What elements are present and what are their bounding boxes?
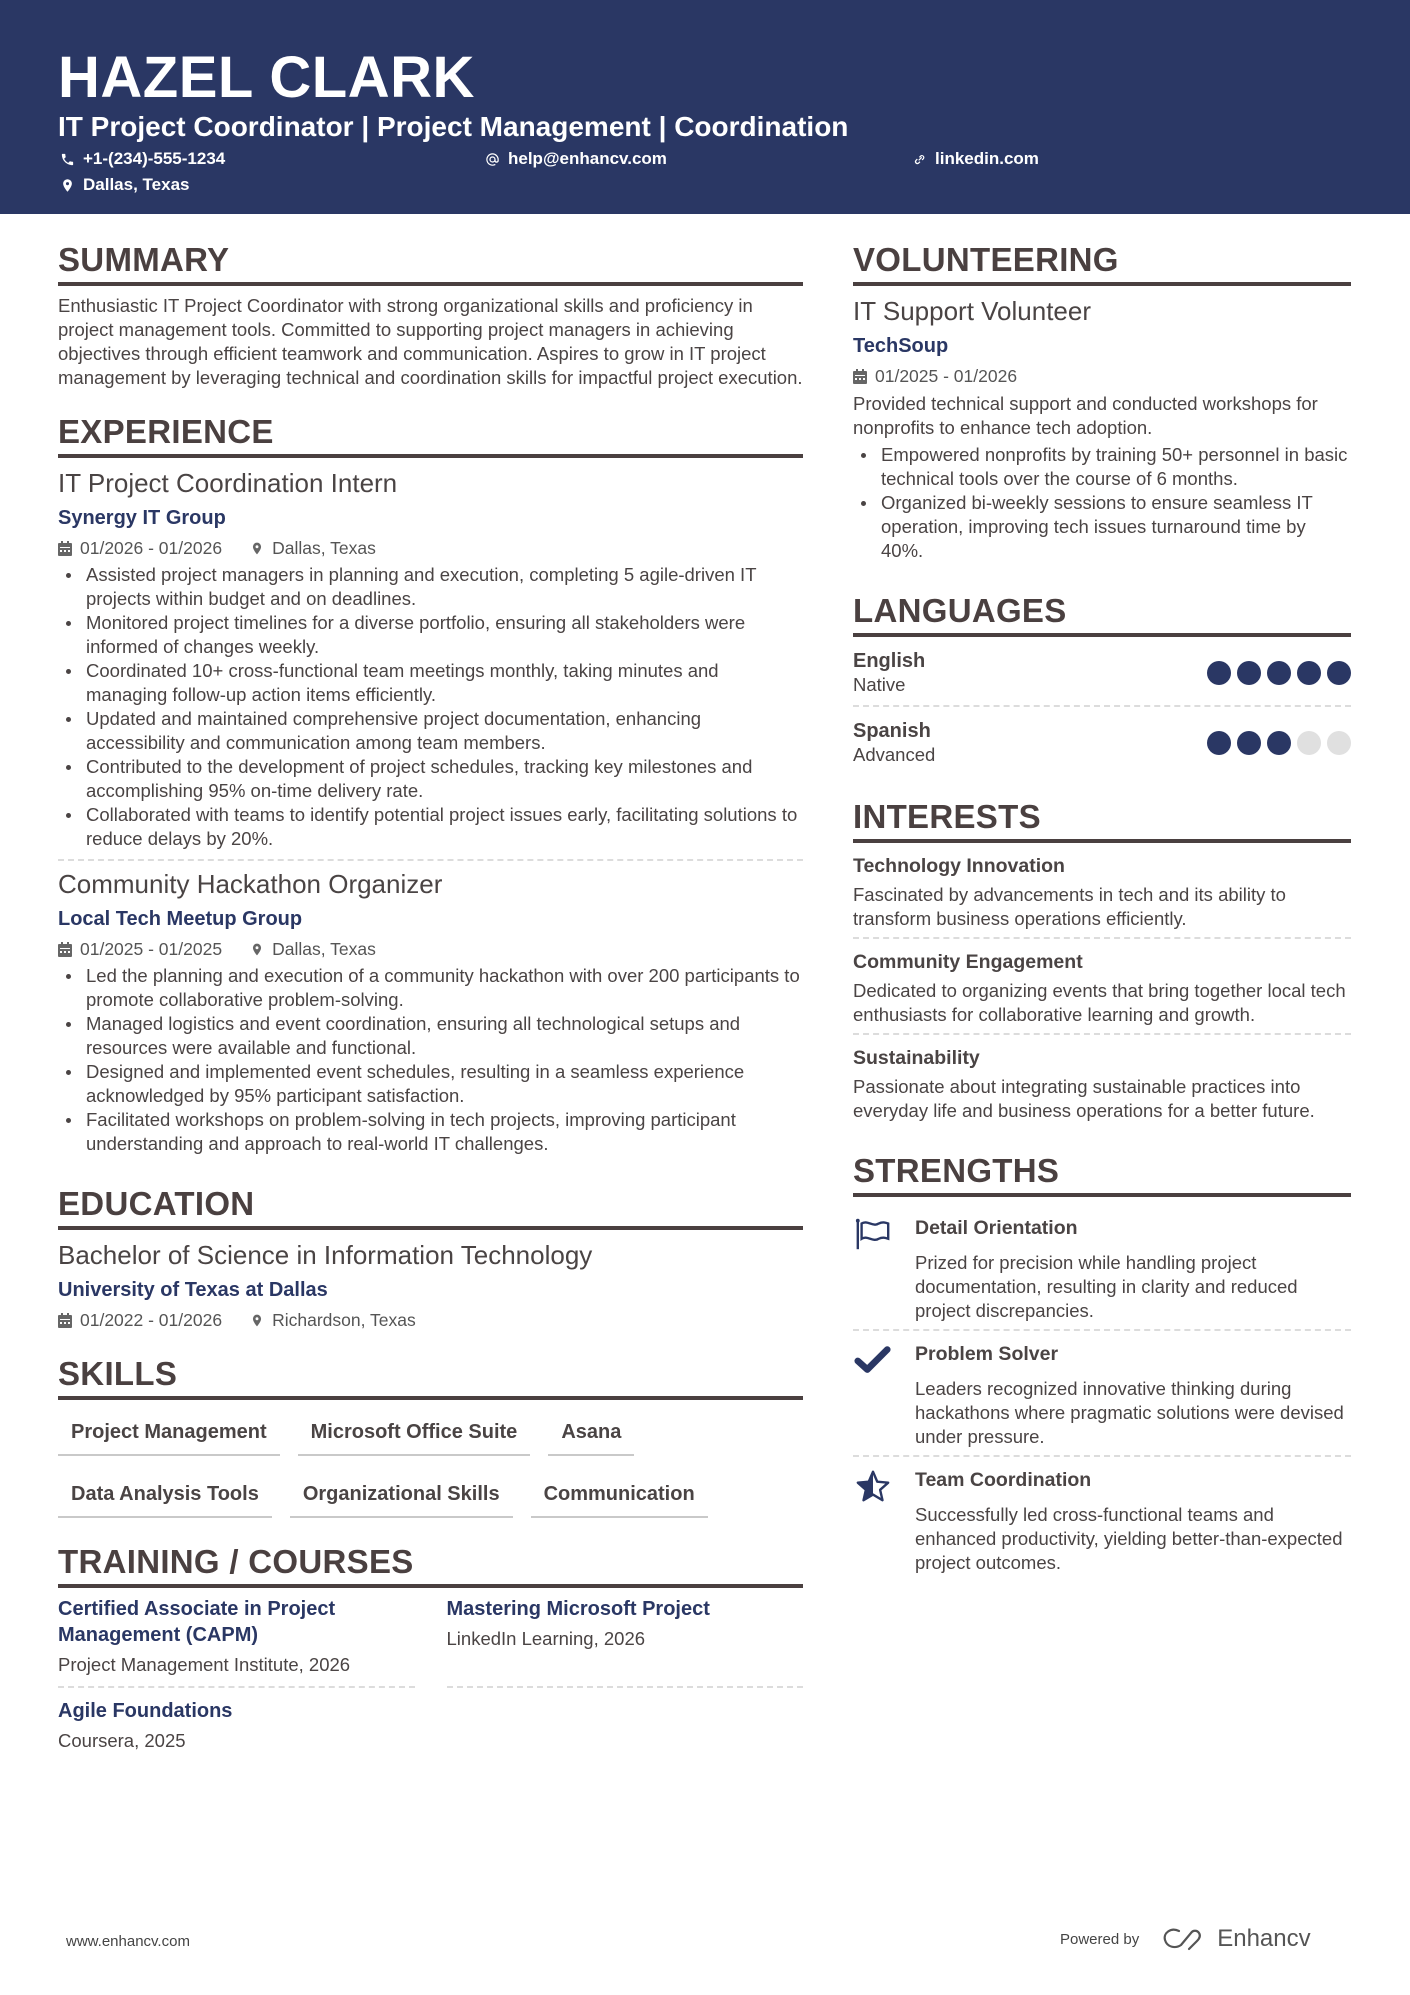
training-item [58, 1698, 415, 1762]
strength-title: Detail Orientation [915, 1217, 1078, 1239]
section-heading: SUMMARY [58, 240, 803, 286]
skill-tag: Organizational Skills [290, 1480, 513, 1518]
calendar-icon [853, 369, 867, 384]
skills-row [58, 1480, 803, 1518]
course-provider: Project Management Institute, 2026 [58, 1654, 351, 1675]
interest-desc: Dedicated to organizing events that bring together local tech enthusiasts for collaborative learning and growth. [853, 980, 1346, 1025]
resume-header [0, 0, 1410, 214]
strength-item [853, 1457, 1351, 1581]
star-icon [854, 1469, 892, 1503]
experience-item [58, 466, 803, 851]
skills-row [58, 1418, 803, 1456]
section-heading: INTERESTS [853, 797, 1351, 843]
dot-filled [1267, 731, 1291, 755]
strength-desc: Successfully led cross-functional teams and enhanced productivity, yielding better-than-expected project outcomes. [915, 1504, 1343, 1573]
skill-tag: Microsoft Office Suite [298, 1418, 531, 1456]
section-heading: SKILLS [58, 1354, 803, 1400]
job-dates: 01/2025 - 01/2025 [80, 939, 223, 959]
skills-section [58, 1354, 803, 1518]
dot-filled [1327, 661, 1351, 685]
course-provider: Coursera, 2025 [58, 1730, 186, 1751]
interest-item [853, 1043, 1351, 1129]
dot-filled [1237, 661, 1261, 685]
degree: Bachelor of Science in Information Technology [58, 1240, 593, 1270]
skill-tag: Communication [531, 1480, 708, 1518]
email-text[interactable]: help@enhancv.com [508, 149, 667, 168]
contact-location [60, 175, 189, 195]
course-name: Mastering Microsoft Project [446, 1598, 710, 1620]
job-role: Community Hackathon Organizer [58, 869, 443, 899]
training-section [58, 1542, 803, 1772]
strengths-section [853, 1151, 1351, 1581]
volunteering-section [853, 240, 1351, 563]
powered-by-text: Powered by [1060, 1930, 1140, 1948]
bullet-item: Facilitated workshops on problem-solving in tech projects, improving participant understanding and approach to real-world IT challenges. [58, 1108, 803, 1156]
checkmark-icon [854, 1343, 892, 1377]
calendar-icon [58, 942, 72, 957]
section-heading: EDUCATION [58, 1184, 803, 1230]
strength-desc: Leaders recognized innovative thinking during hackathons where pragmatic solutions were devised under pressure. [915, 1378, 1344, 1447]
interest-desc: Passionate about integrating sustainable practices into everyday life and business operations for a better future. [853, 1076, 1315, 1121]
section-heading: TRAINING / COURSES [58, 1542, 803, 1588]
proficiency-dots [1207, 731, 1351, 755]
contact-email[interactable] [485, 149, 667, 169]
dot-filled [1207, 731, 1231, 755]
job-meta [58, 937, 803, 961]
skill-tag: Project Management [58, 1418, 280, 1456]
experience-section [58, 412, 803, 1156]
bullet-item: Led the planning and execution of a community hackathon with over 200 participants to promote collaborative problem-solving. [58, 964, 803, 1012]
candidate-name: HAZEL CLARK [58, 45, 475, 110]
course-provider: LinkedIn Learning, 2026 [446, 1628, 646, 1649]
course-name: Certified Associate in Project Management (CAPM) [58, 1598, 336, 1646]
language-level: Native [853, 674, 906, 695]
interest-title: Technology Innovation [853, 855, 1065, 877]
training-item [447, 1596, 804, 1688]
interest-title: Community Engagement [853, 951, 1083, 973]
language-name: English [853, 650, 926, 672]
skill-tag: Asana [548, 1418, 634, 1456]
bullet-item: Updated and maintained comprehensive project documentation, enhancing accessibility and communication among team members. [58, 707, 803, 755]
dot-filled [1237, 731, 1261, 755]
job-location: Dallas, Texas [272, 538, 376, 558]
phone-text: +1-(234)-555-1234 [83, 149, 226, 168]
location-text: Dallas, Texas [83, 175, 190, 194]
school-name: University of Texas at Dallas [58, 1279, 328, 1301]
interests-section [853, 797, 1351, 1129]
job-dates: 01/2026 - 01/2026 [80, 538, 223, 558]
contact-phone [60, 149, 225, 169]
summary-section [58, 240, 803, 390]
education-dates: 01/2022 - 01/2026 [80, 1310, 223, 1330]
interest-desc: Fascinated by advancements in tech and its ability to transform business operations efficiently. [853, 884, 1286, 929]
language-name: Spanish [853, 720, 931, 742]
section-heading: EXPERIENCE [58, 412, 803, 458]
training-grid [58, 1596, 803, 1772]
location-pin-icon [250, 1313, 264, 1328]
volunteer-meta [853, 364, 1351, 388]
link-icon [912, 152, 927, 167]
volunteer-bullets [853, 443, 1351, 563]
dot-filled [1297, 661, 1321, 685]
interest-title: Sustainability [853, 1047, 980, 1069]
experience-item [58, 867, 803, 1156]
language-item [853, 645, 1351, 707]
languages-section [853, 591, 1351, 775]
strength-item [853, 1331, 1351, 1457]
left-column [58, 240, 803, 1794]
candidate-title: IT Project Coordinator | Project Management | Coordination [58, 111, 849, 142]
bullet-item: Coordinated 10+ cross-functional team meetings monthly, taking minutes and managing follow-up action items efficiently. [58, 659, 803, 707]
footer-branding [1060, 1925, 1311, 1953]
education-meta [58, 1308, 803, 1332]
skill-tag: Data Analysis Tools [58, 1480, 272, 1518]
strength-title: Problem Solver [915, 1343, 1059, 1365]
contact-linkedin[interactable] [912, 149, 1039, 169]
job-bullets [58, 964, 803, 1156]
interest-item [853, 851, 1351, 939]
section-heading: STRENGTHS [853, 1151, 1351, 1197]
volunteer-dates: 01/2025 - 01/2026 [875, 366, 1018, 386]
volunteer-description: Provided technical support and conducted workshops for nonprofits to enhance tech adoption. [853, 393, 1318, 438]
at-icon [485, 152, 500, 167]
footer-website[interactable]: www.enhancv.com [66, 1933, 190, 1950]
bullet-item: Designed and implemented event schedules, resulting in a seamless experience acknowledged by 95% participant satisfaction. [58, 1060, 803, 1108]
linkedin-text[interactable]: linkedin.com [935, 149, 1039, 168]
enhancv-logo-icon [1161, 1925, 1209, 1953]
section-heading: VOLUNTEERING [853, 240, 1351, 286]
bullet-item: Contributed to the development of project schedules, tracking key milestones and accomplishing 95% on-time delivery rate. [58, 755, 803, 803]
company-name: Local Tech Meetup Group [58, 908, 303, 930]
education-location: Richardson, Texas [272, 1310, 416, 1330]
company-name: Synergy IT Group [58, 507, 226, 529]
strength-item [853, 1205, 1351, 1331]
dot-empty [1297, 731, 1321, 755]
job-bullets [58, 563, 803, 851]
dot-filled [1207, 661, 1231, 685]
right-column [853, 240, 1351, 1603]
phone-icon [60, 152, 75, 167]
summary-text: Enthusiastic IT Project Coordinator with strong organizational skills and proficiency in project management tools. Committed to supporting project managers in achieving objectives through efficient teamwork and communication. Aspires to grow in IT project management by leveraging technical and coordination skills for impactful project execution. [58, 295, 803, 388]
proficiency-dots [1207, 661, 1351, 685]
flag-icon [854, 1217, 892, 1251]
dot-filled [1267, 661, 1291, 685]
calendar-icon [58, 541, 72, 556]
job-location: Dallas, Texas [272, 939, 376, 959]
bullet-item: Organized bi-weekly sessions to ensure seamless IT operation, improving tech issues turnaround time by 40%. [853, 491, 1351, 563]
location-pin-icon [60, 178, 75, 193]
bullet-item: Empowered nonprofits by training 50+ personnel in basic technical tools over the course of 6 months. [853, 443, 1351, 491]
location-pin-icon [250, 541, 264, 556]
dot-empty [1327, 731, 1351, 755]
bullet-item: Collaborated with teams to identify potential project issues early, facilitating solutions to reduce delays by 20%. [58, 803, 803, 851]
calendar-icon [58, 1313, 72, 1328]
strength-desc: Prized for precision while handling project documentation, resulting in clarity and reduced project discrepancies. [915, 1252, 1298, 1321]
course-name: Agile Foundations [58, 1700, 233, 1722]
language-level: Advanced [853, 744, 936, 765]
volunteer-org: TechSoup [853, 335, 949, 357]
divider [58, 859, 803, 861]
strength-title: Team Coordination [915, 1469, 1092, 1491]
bullet-item: Assisted project managers in planning and execution, completing 5 agile-driven IT projects within budget and on deadlines. [58, 563, 803, 611]
training-item [58, 1596, 415, 1688]
language-item [853, 715, 1351, 775]
job-role: IT Project Coordination Intern [58, 468, 398, 498]
volunteer-role: IT Support Volunteer [853, 296, 1092, 326]
job-meta [58, 536, 803, 560]
section-heading: LANGUAGES [853, 591, 1351, 637]
interest-item [853, 947, 1351, 1035]
location-pin-icon [250, 942, 264, 957]
education-section [58, 1184, 803, 1332]
brand-name: Enhancv [1217, 1925, 1311, 1952]
bullet-item: Monitored project timelines for a diverse portfolio, ensuring all stakeholders were informed of changes weekly. [58, 611, 803, 659]
brand-logo[interactable] [1161, 1925, 1310, 1953]
bullet-item: Managed logistics and event coordination, ensuring all technological setups and resources were available and functional. [58, 1012, 803, 1060]
